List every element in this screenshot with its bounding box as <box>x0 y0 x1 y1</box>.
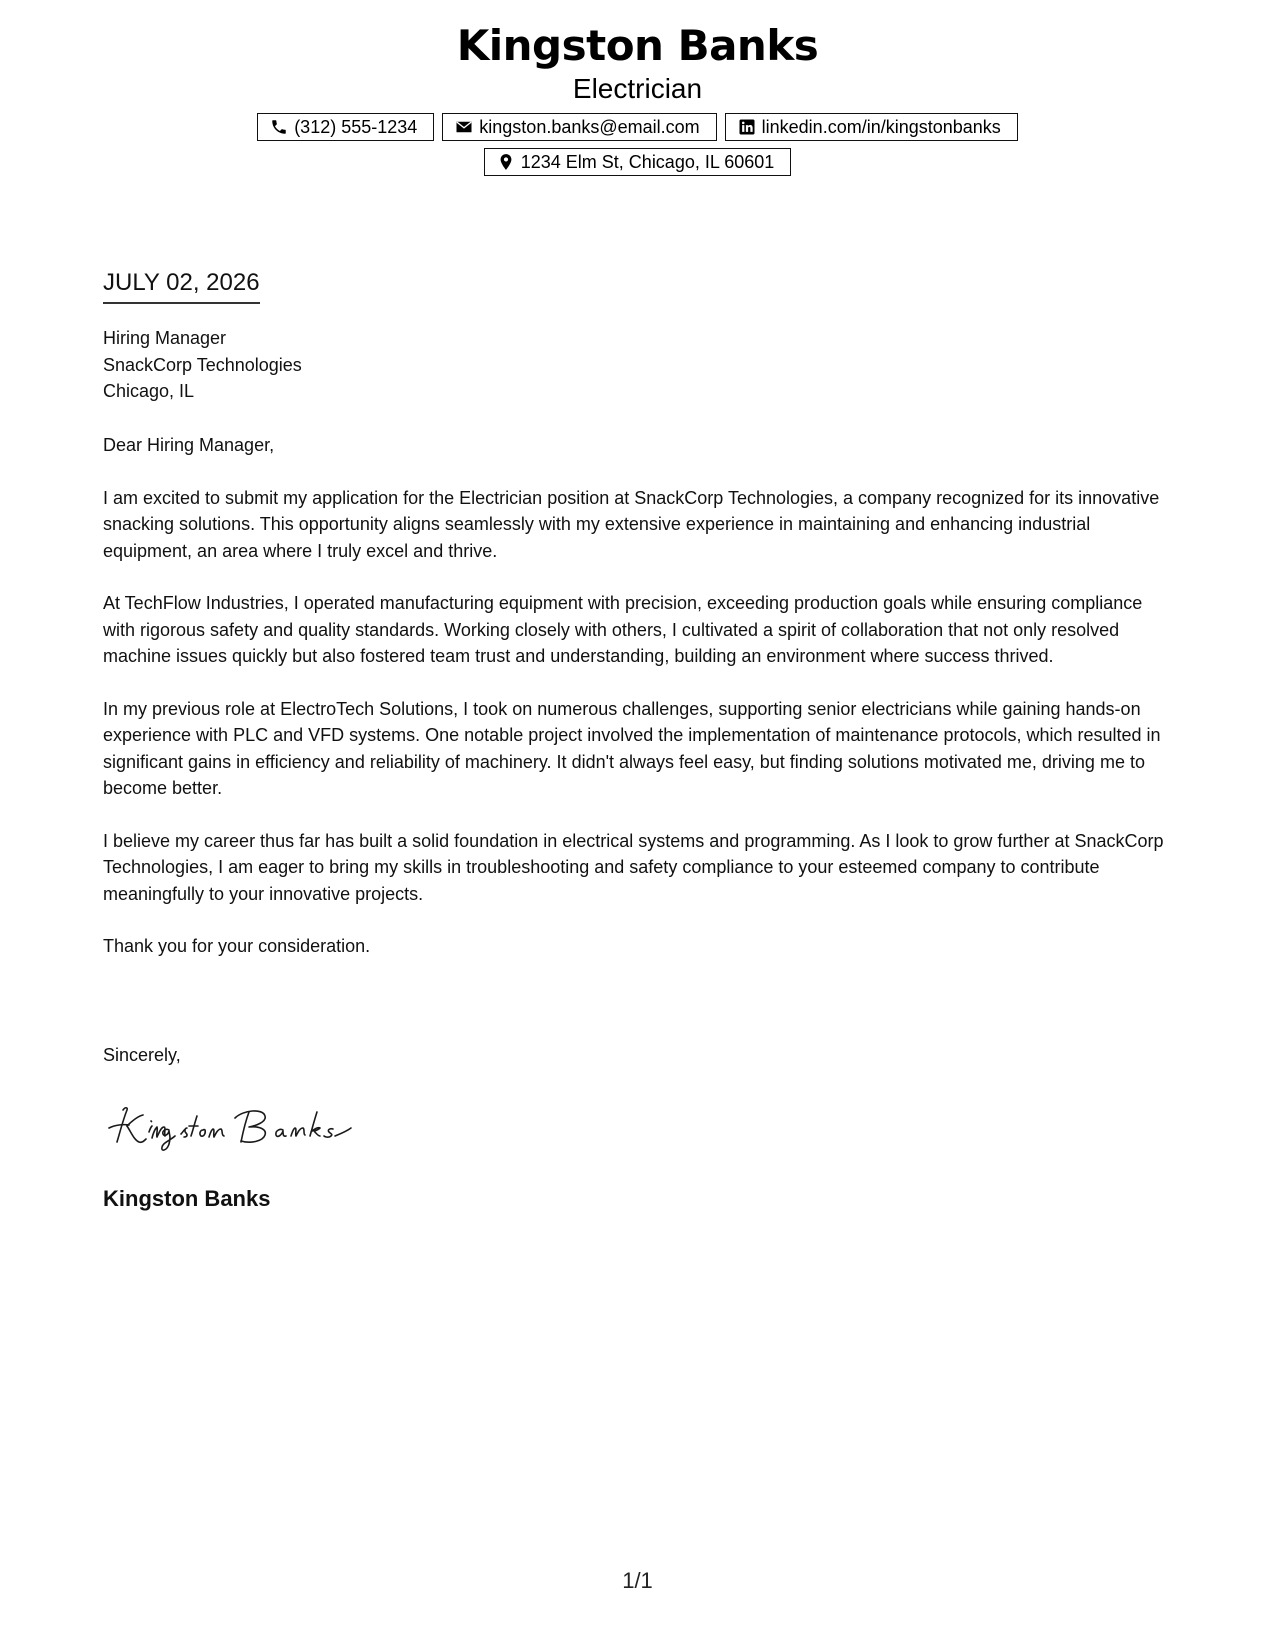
greeting: Dear Hiring Manager, <box>103 435 275 455</box>
applicant-name: Kingston Banks <box>456 21 819 70</box>
linkedin-text: linkedin.com/in/kingstonbanks <box>761 116 1001 137</box>
page-number: 1/1 <box>622 1568 653 1593</box>
linkedin-chip[interactable] <box>725 113 1018 141</box>
linkedin-icon <box>738 118 756 136</box>
address-chip <box>484 148 792 176</box>
paragraph: I am excited to submit my application for the Electrician position at SnackCorp Technologies, a company recognized for its innovative snacking solutions. This opportunity aligns seamlessly with my extensive experience in maintaining and enhancing industrial equipment, an area where I truly excel and thrive. <box>103 487 1160 561</box>
phone-chip[interactable] <box>257 113 434 141</box>
contact-row-secondary <box>0 148 1275 176</box>
handwritten-signature <box>105 1098 365 1158</box>
applicant-role: Electrician <box>572 73 703 104</box>
paragraph: At TechFlow Industries, I operated manufacturing equipment with precision, exceeding production goals while ensuring compliance with rigorous safety and quality standards. Working closely with others, I cultivated a spirit of collaboration that not only resolved machine issues quickly but also fostered team trust and understanding, building an environment where success thrived. <box>103 593 1143 666</box>
phone-text: (312) 555-1234 <box>294 116 418 137</box>
email-text: kingston.banks@email.com <box>479 116 700 137</box>
phone-icon <box>270 118 288 136</box>
map-pin-icon <box>497 153 515 171</box>
recipient-location: Chicago, IL <box>103 381 195 401</box>
letter-header <box>0 20 1275 176</box>
recipient-title: Hiring Manager <box>103 328 227 348</box>
email-chip[interactable] <box>442 113 716 141</box>
paragraph: I believe my career thus far has built a solid foundation in electrical systems and programming. As I look to grow further at SnackCorp Technologies, I am eager to bring my skills in troubleshooting and safety compliance to your esteemed company to contribute meaningfully to your innovative projects. <box>103 830 1164 904</box>
thanks-line: Thank you for your consideration. <box>103 936 371 956</box>
recipient-company: SnackCorp Technologies <box>103 354 302 375</box>
recipient-block <box>103 325 302 405</box>
letter-date: JULY 02, 2026 <box>103 268 260 304</box>
paragraph: In my previous role at ElectroTech Solutions, I took on numerous challenges, supporting senior electricians while gaining hands-on experience with PLC and VFD systems. One notable project involved the implementation of maintenance protocols, which resulted in significant gains in efficiency and reliability of machinery. It didn't always feel easy, but finding solutions motivated me, driving me to become better. <box>103 698 1161 798</box>
contact-row-primary <box>0 113 1275 141</box>
address-text: 1234 Elm St, Chicago, IL 60601 <box>520 151 775 172</box>
letter-body <box>103 432 1173 986</box>
closing-line: Sincerely, <box>103 1045 181 1065</box>
envelope-icon <box>455 118 473 136</box>
signed-name: Kingston Banks <box>103 1186 271 1211</box>
